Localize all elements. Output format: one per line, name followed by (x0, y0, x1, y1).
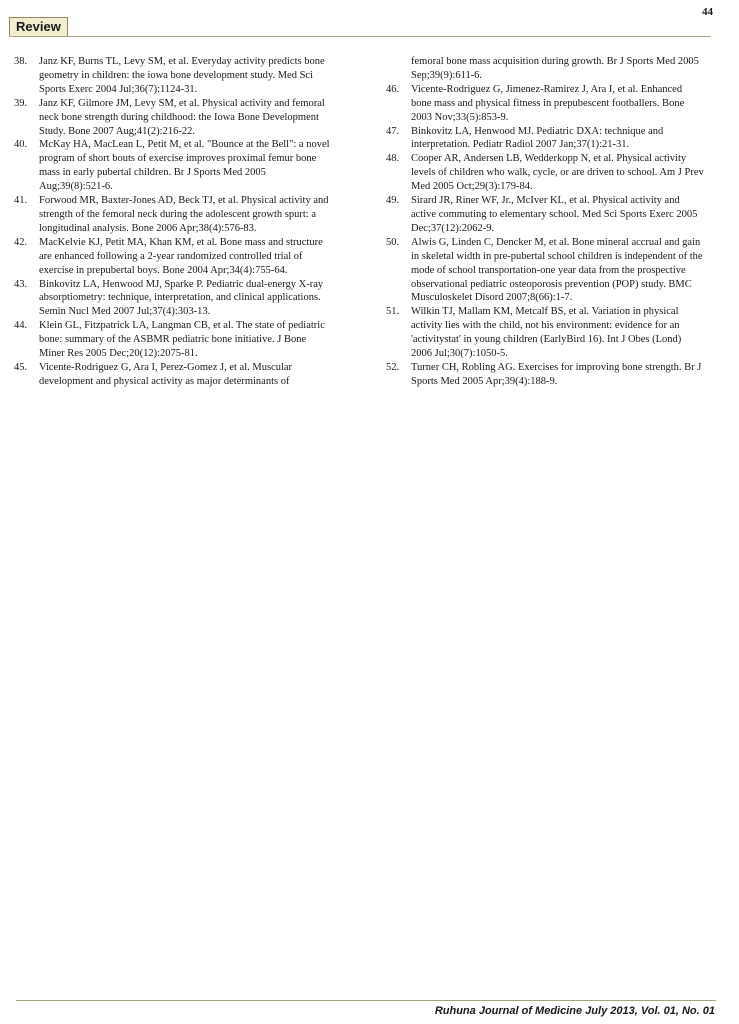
reference-text: Cooper AR, Andersen LB, Wedderkopp N, et al. Physical activity levels of children who walk, cycle, or are driven to school. Am J Prev Med 2005 Oct;29(3):179-84. (411, 153, 704, 193)
reference-item (14, 236, 332, 278)
reference-item (386, 361, 704, 389)
reference-item (14, 194, 332, 236)
reference-text: Binkovitz LA, Henwood MJ, Sparke P. Pediatric dual-energy X-ray absorptiometry: technique, interpretation, and clinical applications. Semin Nucl Med 2007 Jul;37(4):303-13. (39, 278, 324, 318)
reference-number: 46. (386, 83, 400, 95)
reference-number: 47. (386, 125, 400, 137)
reference-text: Turner CH, Robling AG. Exercises for improving bone strength. Br J Sports Med 2005 Apr;39(4):188-9. (411, 361, 702, 387)
reference-text: Wilkin TJ, Mallam KM, Metcalf BS, et al. Variation in physical activity lies with the child, not his environment: evidence for an 'activitystat' in young children (EarlyBird 16). Int J Obes (Lond) 2006 Jul;30(7):1050-5. (411, 306, 682, 360)
reference-number (386, 55, 411, 83)
reference-item (386, 125, 704, 153)
reference-item (386, 194, 704, 236)
reference-number: 45. (14, 361, 28, 373)
references-left-column (14, 55, 332, 389)
reference-text: Vicente-Rodriguez G, Ara I, Perez-Gomez J, et al. Muscular development and physical activity as major determinants of (39, 361, 293, 387)
reference-item (14, 361, 332, 389)
reference-item (14, 319, 332, 361)
references-right-column (386, 55, 704, 389)
reference-number: 39. (14, 97, 28, 109)
reference-number: 50. (386, 236, 400, 248)
reference-item (14, 278, 332, 320)
reference-item (386, 236, 704, 306)
reference-item (14, 97, 332, 139)
reference-item (386, 55, 704, 83)
reference-text: femoral bone mass acquisition during growth. Br J Sports Med 2005 Sep;39(9):611-6. (411, 56, 699, 81)
reference-text: Janz KF, Burns TL, Levy SM, et al. Everyday activity predicts bone geometry in children: the iowa bone development study. Med Sci Sports Exerc 2004 Jul;36(7):1124-31. (39, 56, 325, 95)
reference-number: 40. (14, 139, 28, 151)
header-divider (9, 36, 711, 37)
reference-number: 38. (14, 56, 28, 67)
page-number: 44 (702, 6, 713, 18)
journal-footer: Ruhuna Journal of Medicine July 2013, Vol. 01, No. 01 (434, 1005, 715, 1017)
reference-item (386, 305, 704, 361)
reference-item (386, 152, 704, 194)
reference-item (14, 55, 332, 97)
reference-number: 42. (14, 236, 28, 248)
reference-number: 43. (14, 278, 28, 290)
reference-text: MacKelvie KJ, Petit MA, Khan KM, et al. Bone mass and structure are enhanced following a 2-year randomized controlled trial of exercise in prepubertal boys. Bone 2004 Apr;34(4):755-64. (39, 236, 323, 276)
reference-number: 52. (386, 361, 400, 373)
reference-text: Alwis G, Linden C, Dencker M, et al. Bone mineral accrual and gain in skeletal width in pre-pubertal school children is independent of the mode of school transportation-one year data from the prospective observational pediatric osteoporosis prevention (POP) study. BMC Musculoskelet Disord 2007;8(66):1-7. (411, 236, 703, 304)
reference-text: Forwood MR, Baxter-Jones AD, Beck TJ, et al. Physical activity and strength of the femoral neck during the adolescent growth spurt: a longitudinal analysis. Bone 2006 Apr;38(4):576-83. (39, 195, 329, 234)
reference-text: Janz KF, Gilmore JM, Levy SM, et al. Physical activity and femoral neck bone strength during childhood: the Iowa Bone Development Study. Bone 2007 Aug;41(2):216-22. (39, 97, 325, 137)
reference-number: 41. (14, 195, 28, 207)
reference-text: Vicente-Rodriguez G, Jimenez-Ramirez J, Ara I, et al. Enhanced bone mass and physical fitness in prepubescent footballers. Bone 2003 Nov;33(5):853-9. (411, 83, 685, 123)
section-label: Review (9, 17, 68, 37)
footer-divider (16, 1000, 716, 1001)
reference-text: McKay HA, MacLean L, Petit M, et al. "Bounce at the Bell": a novel program of short bouts of exercise improves proximal femur bone mass in early pubertal children. Br J Sports Med 2005 Aug;39(8):521-6. (39, 139, 330, 193)
reference-text: Klein GL, Fitzpatrick LA, Langman CB, et al. The state of pediatric bone: summary of the ASBMR pediatric bone initiative. J Bone Miner Res 2005 Dec;20(12):2075-81. (39, 320, 325, 360)
reference-item (386, 83, 704, 125)
reference-item (14, 138, 332, 194)
reference-number: 51. (386, 306, 400, 318)
reference-number: 44. (14, 320, 28, 332)
reference-number: 49. (386, 195, 400, 207)
reference-text: Binkovitz LA, Henwood MJ. Pediatric DXA: technique and interpretation. Pediatr Radiol 2007 Jan;37(1):21-31. (411, 125, 664, 151)
reference-text: Sirard JR, Riner WF, Jr., McIver KL, et al. Physical activity and active commuting to elementary school. Med Sci Sports Exerc 2005 Dec;37(12):2062-9. (411, 195, 698, 234)
reference-number: 48. (386, 153, 400, 165)
